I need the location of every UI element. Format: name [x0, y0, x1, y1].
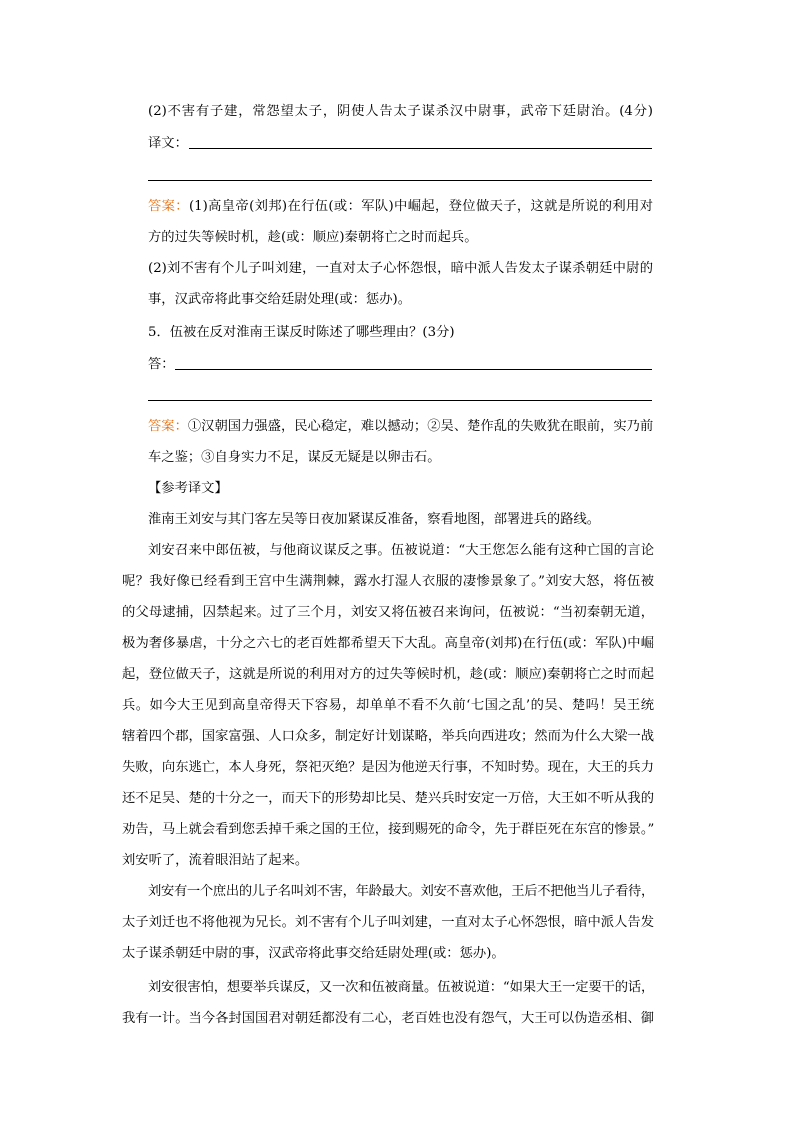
paragraph-line: 淮南王刘安与其门客左吴等日夜加紧谋反准备，察看地图，部署进兵的路线。	[148, 512, 601, 527]
answer-label: 答案：	[148, 419, 188, 434]
translation-answer-row	[148, 128, 653, 159]
exercise-section	[0, 96, 794, 473]
reference-translation-section	[0, 473, 794, 1034]
answer-blank-row	[148, 380, 653, 411]
answer-blank-line	[175, 369, 652, 370]
q5-answer-label: 答：	[148, 357, 175, 372]
question-5-prompt: 5．伍被在反对淮南王谋反时陈述了哪些理由？(3分)	[148, 325, 455, 340]
paragraph-line: 起，登位做天子，这就是所说的利用对方的过失等候时机，趁(或：顺应)秦朝将亡之时而起	[122, 667, 654, 682]
paragraph-line: 我有一计。当今各封国国君对朝廷都没有二心，老百姓也没有怨气，大王可以伪造丞相、御	[122, 1011, 654, 1026]
q5-answer-row	[148, 349, 653, 380]
answer-blank-line	[148, 400, 652, 401]
answer-label: 答案：	[148, 199, 189, 214]
answer-line: (2)刘不害有个儿子叫刘建，一直对太子心怀怨恨，暗中派人告发太子谋杀朝廷中尉的	[148, 261, 653, 276]
paragraph-line: 的父母逮捕，囚禁起来。过了三个月，刘安又将伍被召来询问，伍被说：“当初秦朝无道，	[122, 605, 654, 620]
paragraph-line: 太子谋杀朝廷中尉的事，汉武帝将此事交给廷尉处理(或：惩办)。	[122, 946, 505, 961]
page-content	[0, 96, 794, 1034]
section-heading: 【参考译文】	[148, 481, 228, 496]
paragraph-line: 劝告，马上就会看到您丢掉千乘之国的王位，接到赐死的命令，先于群臣死在东宫的惨景。”	[122, 822, 654, 837]
answer-line	[148, 411, 653, 442]
question-4-part-2-prompt: (2)不害有子建，常怨望太子，阴使人告太子谋杀汉中尉事，武帝下廷尉治。(4分)	[148, 104, 653, 119]
answer-blank-line	[189, 148, 652, 149]
paragraph-line: 刘安很害怕，想要举兵谋反，又一次和伍被商量。伍被说道：“如果大王一定要干的话，	[148, 980, 654, 995]
paragraph-line: 刘安有一个庶出的儿子名叫刘不害，年龄最大。刘安不喜欢他，王后不把他当儿子看待，	[148, 884, 654, 899]
answer-line: 事，汉武帝将此事交给廷尉处理(或：惩办)。	[148, 292, 412, 307]
paragraph-line: 刘安召来中郎伍被，与他商议谋反之事。伍被说道：“大王您怎么能有这种亡国的言论	[148, 543, 654, 558]
answer-line: 方的过失等候时机，趁(或：顺应)秦朝将亡之时而起兵。	[148, 230, 478, 245]
paragraph-line: 极为奢侈暴虐，十分之六七的老百姓都希望天下大乱。高皇帝(刘邦)在行伍(或：军队)中崛	[122, 636, 654, 651]
answer-blank-line	[148, 180, 652, 181]
paragraph-line: 失败，向东逃亡，本人身死，祭祀灭绝？是因为他逆天行事，不知时势。现在，大王的兵力	[122, 760, 654, 775]
paragraph-line: 辖着四个郡，国家富强、人口众多，制定好计划谋略，举兵向西进攻；然而为什么大梁一战	[122, 729, 654, 744]
paragraph-line: 兵。如今大王见到高皇帝得天下容易，却单单不看不久前‘七国之乱’的吴、楚吗！吴王统	[122, 698, 654, 713]
answer-line: 车之鉴；③自身实力不足，谋反无疑是以卵击石。	[148, 450, 441, 465]
answer-blank-row	[148, 160, 653, 191]
paragraph-line: 太子刘迁也不将他视为兄长。刘不害有个儿子叫刘建，一直对太子心怀怨恨，暗中派人告发	[122, 915, 654, 930]
answer-text: ①汉朝国力强盛，民心稳定，难以撼动；②吴、楚作乱的失败犹在眼前，实乃前	[187, 419, 654, 434]
paragraph-line: 刘安听了，流着眼泪站了起来。	[122, 853, 309, 868]
answer-line	[148, 191, 653, 222]
answer-text: (1)高皇帝(刘邦)在行伍(或：军队)中崛起，登位做天子，这就是所说的利用对	[188, 199, 654, 214]
paragraph-line: 还不足吴、楚的十分之一，而天下的形势却比吴、楚兴兵时安定一万倍，大王如不听从我的	[122, 791, 654, 806]
translation-label: 译文：	[148, 136, 188, 151]
paragraph-line: 呢？我好像已经看到王宫中生满荆棘，露水打湿人衣服的凄惨景象了。”刘安大怒，将伍被	[122, 574, 654, 589]
